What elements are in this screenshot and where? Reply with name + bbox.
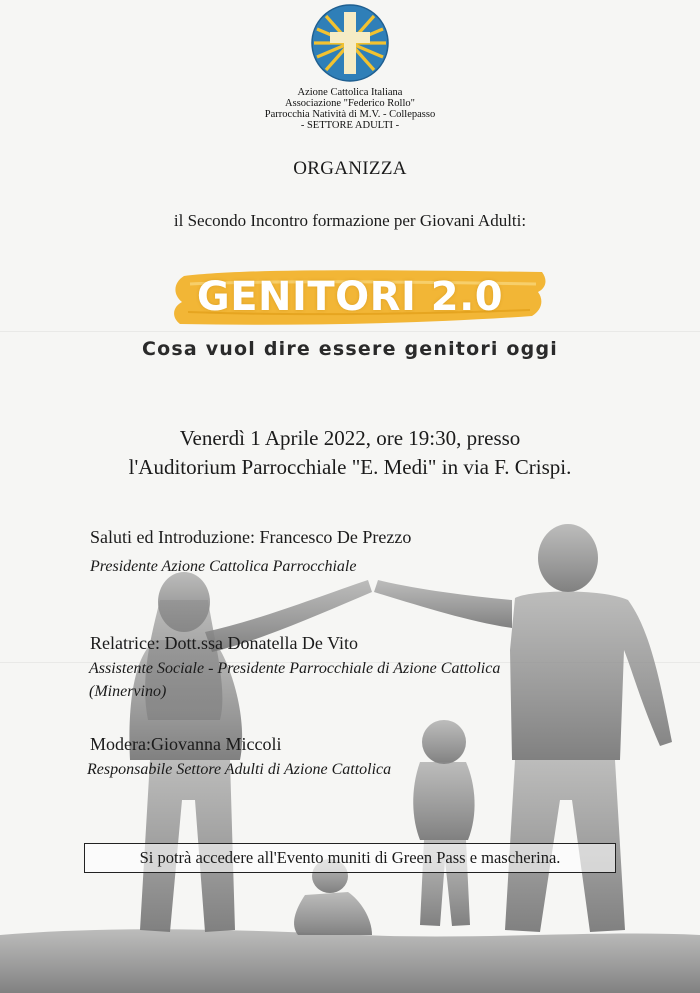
event-venue-line: l'Auditorium Parrocchiale "E. Medi" in via F. Crispi. [128,455,572,479]
intro-text: il Secondo Incontro formazione per Giovani Adulti: [173,211,527,230]
green-pass-notice: Si potrà accedere all'Evento muniti di Green Pass e mascherina. [84,843,616,873]
event-title: GENITORI 2.0 [196,274,504,320]
organizza-heading: ORGANIZZA [293,158,407,179]
speaker-label: Saluti ed Introduzione: Francesco De Prezzo [90,527,412,547]
speaker-role: Presidente Azione Cattolica Parrocchiale [90,558,357,575]
org-line: Azione Cattolica Italiana [297,87,403,98]
speaker-role: Responsabile Settore Adulti di Azione Cattolica [87,761,392,778]
speaker-label: Modera:Giovanna Miccoli [90,734,282,754]
speaker-label: Relatrice: Dott.ssa Donatella De Vito [90,633,359,653]
org-line: Parrocchia Natività di M.V. - Collepasso [264,109,436,120]
event-subtitle: Cosa vuol dire essere genitori oggi [141,338,558,360]
event-date-line: Venerdì 1 Aprile 2022, ore 19:30, presso [179,426,521,450]
azione-cattolica-cross-logo [311,4,389,82]
speaker-role: (Minervino) [89,683,167,700]
org-line: - SETTORE ADULTI - [300,120,400,131]
org-line: Associazione "Federico Rollo" [285,98,415,109]
speaker-role: Assistente Sociale - Presidente Parrocchiale di Azione Cattolica [89,660,501,677]
